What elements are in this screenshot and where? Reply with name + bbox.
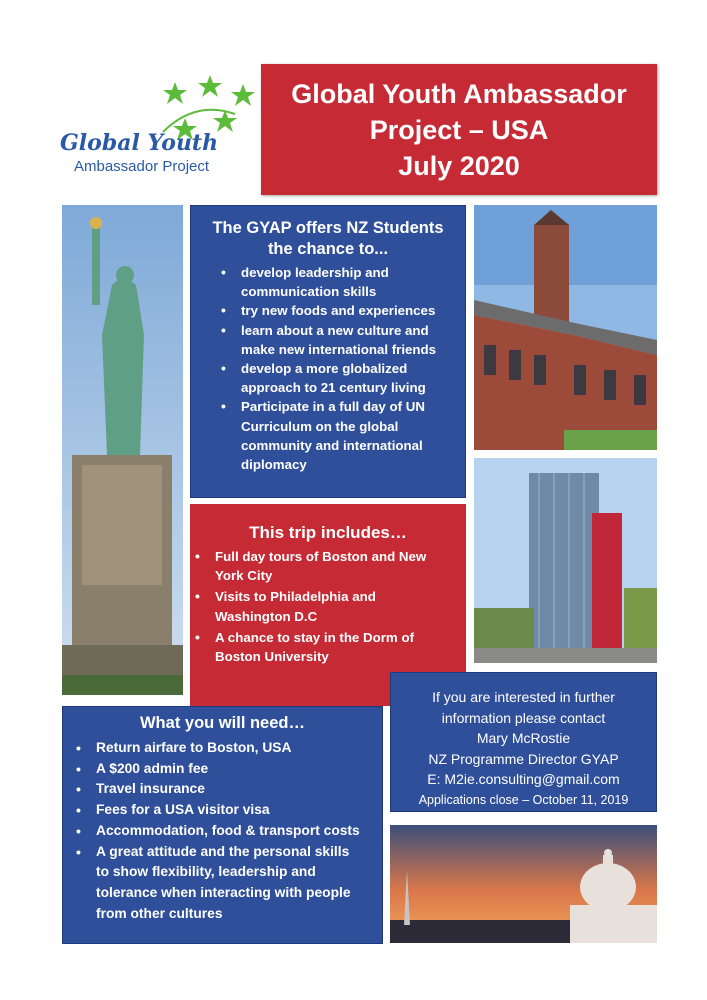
glass-tower-photo: [474, 458, 657, 663]
contact-email[interactable]: E: M2ie.consulting@gmail.com: [427, 771, 620, 787]
list-item: • Participate in a full day of UN Curriculum on the global community and international diplomacy: [241, 397, 465, 474]
title-line-1: Global Youth Ambassador: [291, 78, 627, 109]
title-line-3: July 2020: [398, 150, 520, 181]
list-item: • learn about a new culture and make new international friends: [241, 321, 465, 359]
needs-heading: What you will need…: [139, 714, 305, 732]
includes-list: [190, 547, 466, 666]
list-item: • Accommodation, food & transport costs: [96, 821, 382, 842]
contact-role: NZ Programme Director GYAP: [428, 750, 619, 767]
list-item: • develop leadership and communication skills: [241, 263, 465, 301]
offers-list: [191, 263, 465, 474]
logo-subtitle: Ambassador Project: [74, 158, 210, 175]
list-item: • try new foods and experiences: [241, 301, 465, 320]
contact-name: Mary McRostie: [476, 730, 571, 746]
list-item: • Return airfare to Boston, USA: [96, 738, 382, 759]
contact-line-2: information please contact: [441, 709, 606, 726]
list-item: • Fees for a USA visitor visa: [96, 800, 382, 821]
list-item: • A great attitude and the personal skills to show flexibility, leadership and tolerance when interacting with people from other cultures: [96, 842, 382, 925]
applications-deadline: Applications close – October 11, 2019: [418, 792, 629, 807]
offers-heading-2: the chance to...: [267, 240, 389, 258]
needs-box: [62, 706, 383, 944]
includes-heading: This trip includes…: [249, 523, 407, 542]
list-item: • develop a more globalized approach to 21 century living: [241, 359, 465, 397]
needs-list: [63, 738, 382, 924]
contact-box: [390, 672, 657, 812]
offers-box: [190, 205, 466, 498]
list-item: • A $200 admin fee: [96, 759, 382, 780]
list-item: • A chance to stay in the Dorm of Boston University: [215, 628, 466, 666]
statue-of-liberty-photo: [62, 205, 183, 695]
title-box: [261, 64, 657, 195]
title-line-2: Project – USA: [369, 114, 549, 145]
logo-title: Global Youth: [60, 130, 219, 156]
logo: [60, 70, 250, 180]
contact-line-1: If you are interested in further: [432, 689, 615, 705]
list-item: • Visits to Philadelphia and Washington D.C: [215, 587, 466, 625]
red-brick-hall-photo: [474, 205, 657, 450]
list-item: • Full day tours of Boston and New York City: [215, 547, 466, 585]
capitol-sunset-photo: [390, 825, 657, 943]
list-item: • Travel insurance: [96, 779, 382, 800]
offers-heading-1: The GYAP offers NZ Students: [212, 219, 444, 237]
